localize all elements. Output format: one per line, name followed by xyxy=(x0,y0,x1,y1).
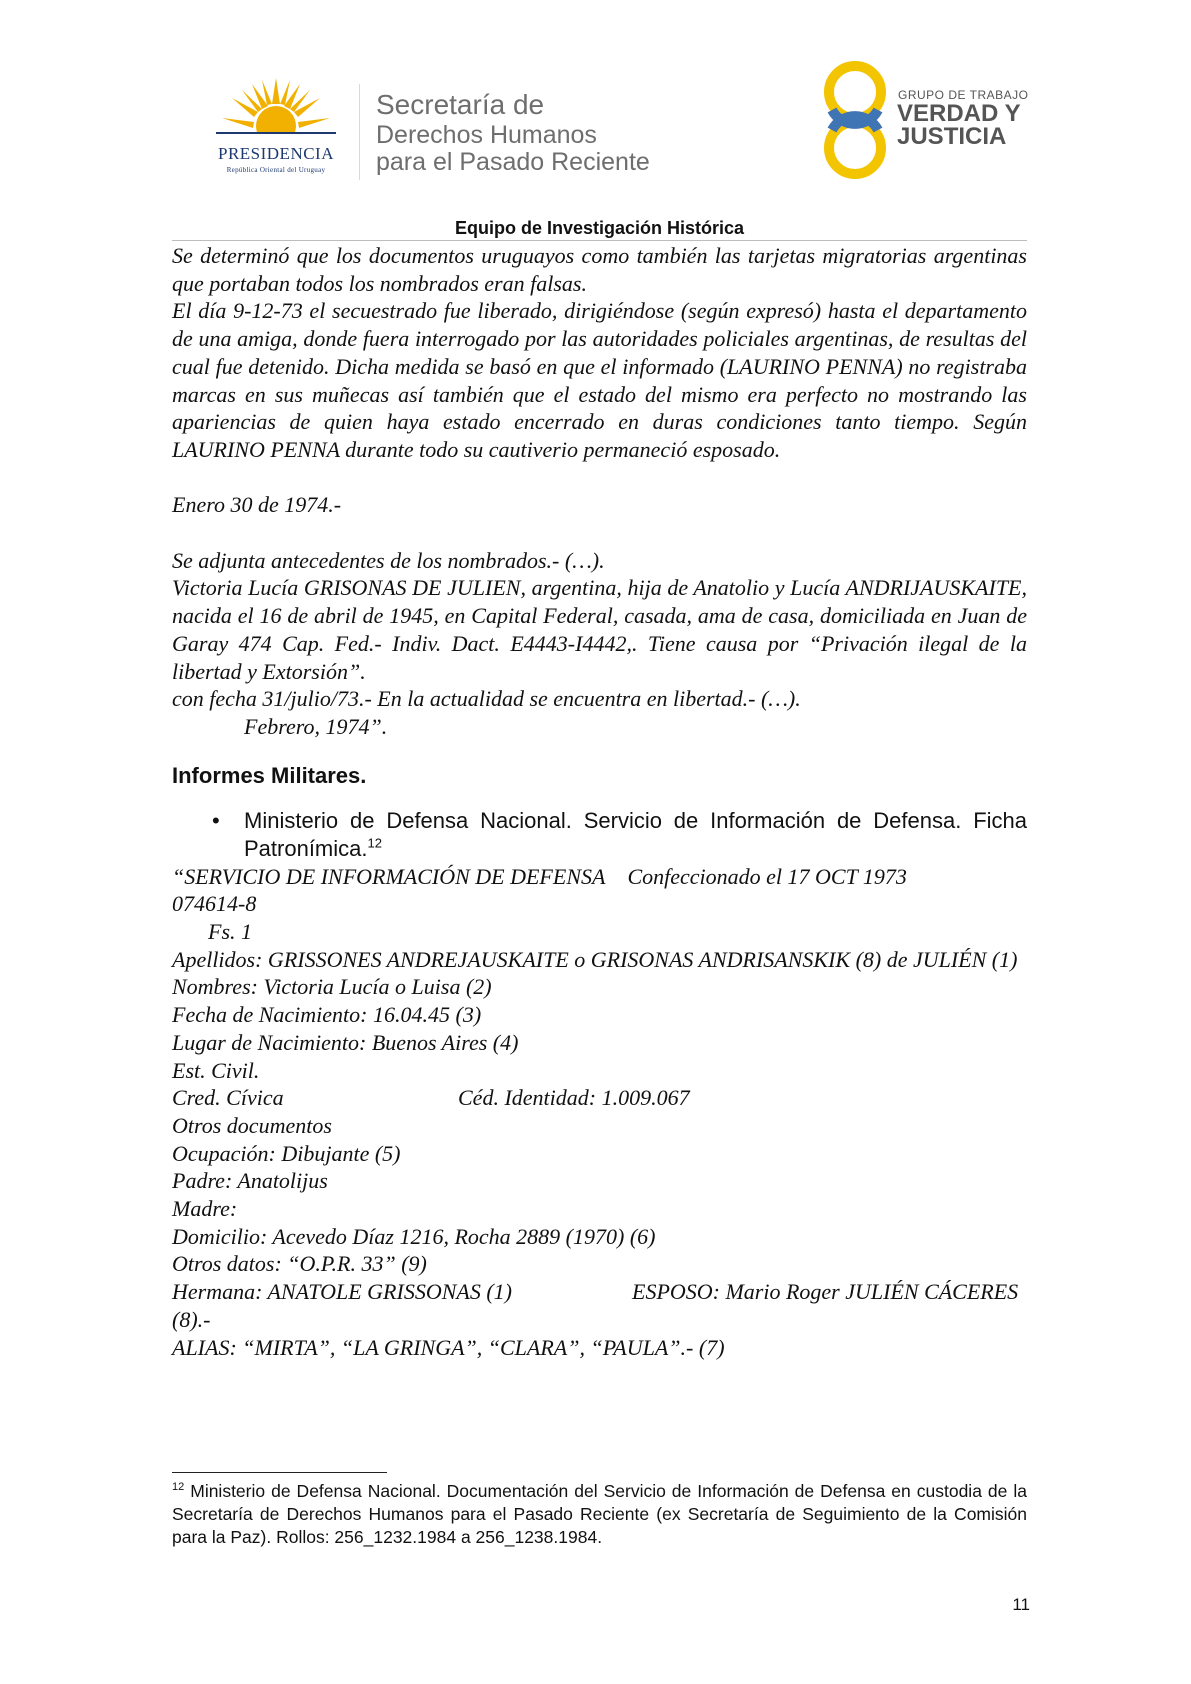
spacer xyxy=(172,464,1027,492)
field-cred-civica: Cred. Cívica xyxy=(172,1085,284,1111)
field-hermana: Hermana: ANATOLE GRISSONAS (1) xyxy=(172,1279,512,1305)
footnote-ref[interactable]: 12 xyxy=(367,835,382,851)
linked-rings-logo-icon xyxy=(820,58,890,182)
section-heading: Informes Militares. xyxy=(172,762,367,788)
sid-date: Confeccionado el 17 OCT 1973 xyxy=(627,863,907,889)
gtvj-title-line2: VERDAD Y xyxy=(897,100,1021,127)
field-ced-identidad: Céd. Identidad: 1.009.067 xyxy=(458,1085,690,1111)
paragraph-date-freedom: con fecha 31/julio/73.- En la actualidad se encuentra en libertad.- (…). xyxy=(172,686,801,712)
field-madre: Madre: xyxy=(172,1196,238,1222)
presidencia-logo xyxy=(196,76,356,182)
field-otros-datos: Otros datos: “O.P.R. 33” (9) xyxy=(172,1251,427,1277)
footnote xyxy=(172,1480,1027,1549)
field-padre: Padre: Anatolijus xyxy=(172,1168,328,1194)
field-ocupacion: Ocupación: Dibujante (5) xyxy=(172,1140,401,1166)
team-title: Equipo de Investigación Histórica xyxy=(454,218,745,238)
field-esposo: ESPOSO: Mario Roger JULIÉN CÁCERES xyxy=(632,1279,1019,1305)
field-lugar-nacimiento: Lugar de Nacimiento: Buenos Aires (4) xyxy=(172,1029,519,1055)
field-domicilio: Domicilio: Acevedo Díaz 1216, Rocha 2889 (1970) (6) xyxy=(172,1223,656,1249)
secretaria-title-line1: Secretaría de xyxy=(376,89,545,120)
presidencia-subtitle: República Oriental del Uruguay xyxy=(226,166,326,174)
presidencia-text: PRESIDENCIA xyxy=(217,144,334,163)
field-esposo-ref: (8).- xyxy=(172,1306,211,1332)
paragraph-attached: Se adjunta antecedentes de los nombrados.- (…). xyxy=(172,547,605,573)
bullet-dot-icon: • xyxy=(212,807,220,833)
sun-emblem-icon xyxy=(196,76,356,146)
field-alias: ALIAS: “MIRTA”, “LA GRINGA”, “CLARA”, “PAULA”.- (7) xyxy=(172,1334,725,1360)
field-otros-documentos: Otros documentos xyxy=(172,1112,332,1138)
bullet-item xyxy=(172,807,1027,863)
field-estado-civil: Est. Civil. xyxy=(172,1057,260,1083)
field-familia xyxy=(172,1278,1027,1306)
paragraph-liberation: El día 9-12-73 el secuestrado fue liberado, dirigiéndose (según expresó) hasta el departamento de una amiga, donde fuera interrogado por las autoridades policiales argentinas, de resultas del cual fue detenido. Dicha medida se basó en que el informado (LAURINO PENNA) no registraba marcas en sus muñecas así también que el estado del mismo era perfecto no mostrando las apariencias de quien haya estado encerrado en duras condiciones tanto tiempo. Según LAURINO PENNA durante todo su cautiverio permaneció esposado. xyxy=(172,298,1027,462)
paragraph-documents-false: Se determinó que los documentos uruguayos como también las tarjetas migratorias argentinas que portaban todos los nombrados eran falsas. xyxy=(172,243,1027,296)
date-line: Enero 30 de 1974.- xyxy=(172,492,342,518)
field-apellidos: Apellidos: GRISSONES ANDREJAUSKAITE o GRISONAS ANDRISANSKIK (8) de JULIÉN (1) xyxy=(172,946,1018,972)
field-credenciales xyxy=(172,1084,1027,1112)
document-body xyxy=(172,242,1027,1361)
paragraph-grisonas: Victoria Lucía GRISONAS DE JULIEN, argentina, hija de Anatolio y Lucía ANDRIJAUSKAITE, nacida el 16 de abril de 1945, en Capital Federal, casada, ama de casa, domiciliada en Juan de Garay 474 Cap. Fed.- Indiv. Dact. E4443-I4442,. Tiene causa por “Privación ilegal de la libertad y Extorsión”. xyxy=(172,575,1027,684)
spacer xyxy=(172,519,1027,547)
gtvj-title-line3: JUSTICIA xyxy=(897,123,1007,150)
header-rule xyxy=(172,240,1027,241)
gtvj-title-line1: GRUPO DE TRABAJO xyxy=(898,88,1029,102)
header-divider xyxy=(359,84,360,180)
page-header xyxy=(0,0,1191,240)
folio: Fs. 1 xyxy=(208,919,252,945)
page-number: 11 xyxy=(1012,1595,1030,1614)
date-february: Febrero, 1974”. xyxy=(244,713,388,739)
secretaria-title-line3: para el Pasado Reciente xyxy=(376,148,650,176)
footnote-number: 12 xyxy=(172,1481,185,1494)
field-fecha-nacimiento: Fecha de Nacimiento: 16.04.45 (3) xyxy=(172,1002,482,1028)
secretaria-title-line2: Derechos Humanos xyxy=(376,121,597,149)
bullet-text: Ministerio de Defensa Nacional. Servicio de Información de Defensa. Ficha Patronímica. xyxy=(244,807,1027,861)
sid-title: “SERVICIO DE INFORMACIÓN DE DEFENSA xyxy=(172,863,606,889)
sid-number: 074614-8 xyxy=(172,891,257,917)
footnote-rule xyxy=(172,1472,387,1473)
field-nombres: Nombres: Victoria Lucía o Luisa (2) xyxy=(172,974,492,1000)
sid-header-line xyxy=(172,863,1027,891)
footnote-text: Ministerio de Defensa Nacional. Documentación del Servicio de Información de Defensa en custodia de la Secretaría de Derechos Humanos para el Pasado Reciente (ex Secretaría de Seguimiento de la Comisión para la Paz). Rollos: 256_1232.1984 a 256_1238.1984. xyxy=(172,1481,1027,1547)
